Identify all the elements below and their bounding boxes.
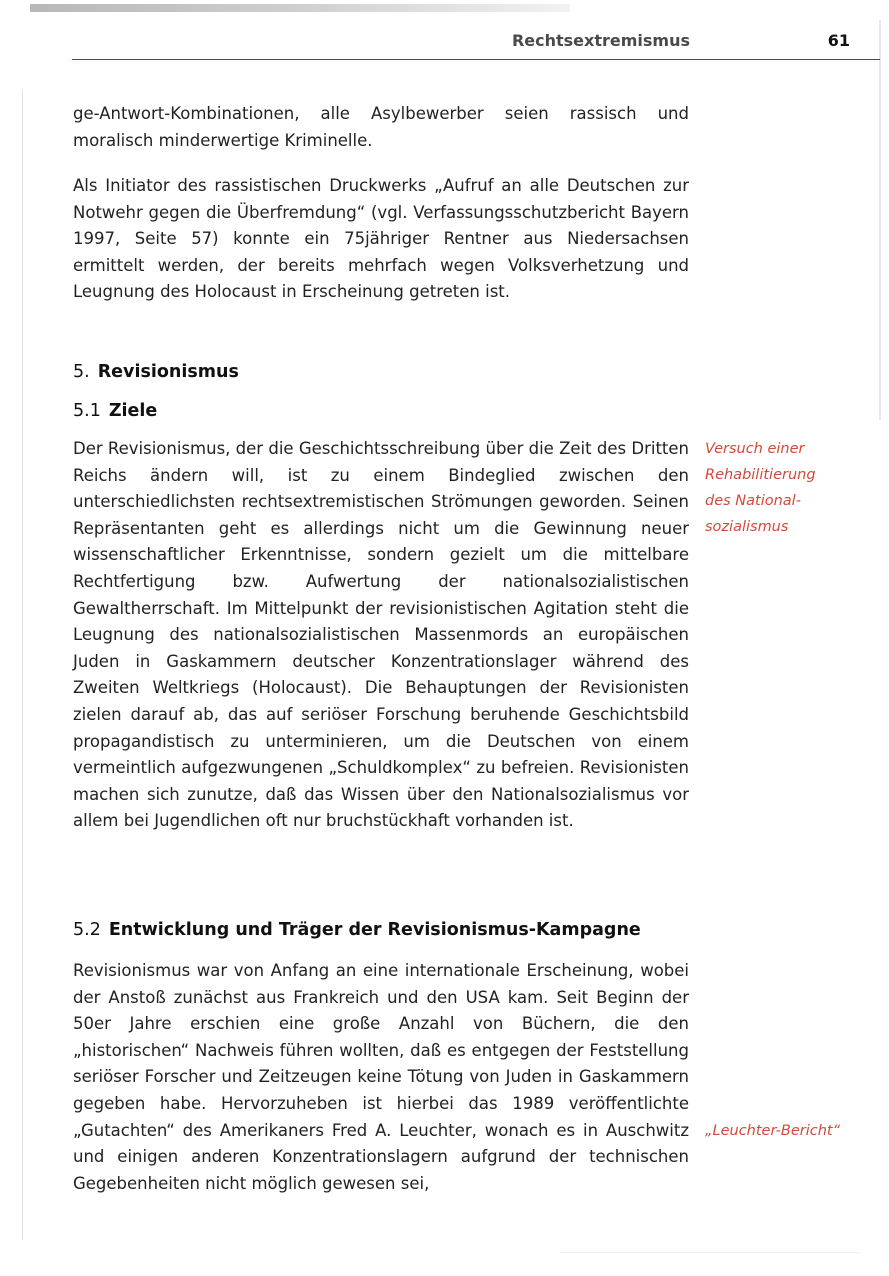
paragraph-continuation: ge-Antwort-Kombinationen, alle Asylbewerber seien rassisch und moralisch minderwertige Kriminelle. [73,104,689,150]
section-title: Revisionismus [97,362,239,382]
section-number: 5.1 [73,401,101,421]
margin-note-line: des National- [705,493,801,509]
section-heading-5 [73,360,693,384]
margin-note-leuchter [705,1118,865,1144]
page-edge-left [22,90,23,1240]
page-number: 61 [827,31,850,50]
margin-note-line: Rehabilitierung [705,467,816,483]
section-heading-5-1 [73,399,693,423]
section-number: 5.2 [73,920,101,940]
scan-artifact [560,1252,860,1253]
section-title: Ziele [108,401,158,421]
margin-note-rehabilitierung [705,436,865,540]
margin-note-line: Versuch einer [705,441,805,457]
margin-note-line: sozialismus [705,519,789,535]
running-header-title: Rechtsextremismus [511,31,690,50]
paragraph-entwicklung: Revisionismus war von Anfang an eine internationale Erscheinung, wobei der Anstoß zunächst aus Frankreich und den USA kam. Seit Beginn der 50er Jahre erschien eine große Anzahl von Büchern, die den „historischen“ Nachweis führen wollten, daß es entgegen der Feststellung seriöser Forscher und Zeitzeugen keine Tötung von Juden in Gaskammern gegeben habe. Hervorzuheben ist hierbei das 1989 veröffentlichte „Gutachten“ des Amerikaners Fred A. Leuchter, wonach es in Auschwitz und einigen anderen Konzentrationslagern aufgrund der technischen Gegebenheiten nicht möglich gewesen sei, [73,961,689,1193]
margin-note-line: „Leuchter-Bericht“ [705,1123,841,1139]
scan-shadow [30,4,570,12]
section-number: 5. [73,362,90,382]
paragraph-ziele: Der Revisionismus, der die Geschichtsschreibung über die Zeit des Dritten Reichs ändern will, ist zu einem Bindeglied zwischen den unterschiedlichsten rechtsextremistischen Strömungen geworden. Seinen Repräsentanten geht es allerdings nicht um die Gewinnung neuer wissenschaftlicher Erkenntnisse, sondern gezielt um die mittelbare Rechtfertigung bzw. Aufwertung der nationalsozialistischen Gewaltherrschaft. Im Mittelpunkt der revisionistischen Agitation steht die Leugnung des nationalsozialistischen Massenmords an europäischen Juden in Gaskammern deutscher Konzentrationslager während des Zweiten Weltkriegs (Holocaust). Die Behauptungen der Revisionisten zielen darauf ab, das auf seriöser Forschung beruhende Geschichtsbild propagandistisch zu unterminieren, um die Deutschen von einem vermeintlich aufgezwungenen „Schuldkomplex“ zu befreien. Revisionisten machen sich zunutze, daß das Wissen über den Nationalsozialismus vor allem bei Jugendlichen oft nur bruchstückhaft vorhanden ist. [73,439,689,831]
paragraph-initiator: Als Initiator des rassistischen Druckwerks „Aufruf an alle Deutschen zur Notwehr gegen die Überfremdung“ (vgl. Verfassungsschutzbericht Bayern 1997, Seite 57) konnte ein 75jähriger Rentner aus Niedersachsen ermittelt werden, der bereits mehrfach wegen Volksverhetzung und Leugnung des Holocaust in Erscheinung getreten ist. [73,176,689,302]
page-edge-right [879,20,881,420]
header-rule [72,59,880,60]
section-title: Entwicklung und Träger der Revisionismus-Kampagne [108,920,641,940]
section-heading-5-2 [73,918,693,942]
